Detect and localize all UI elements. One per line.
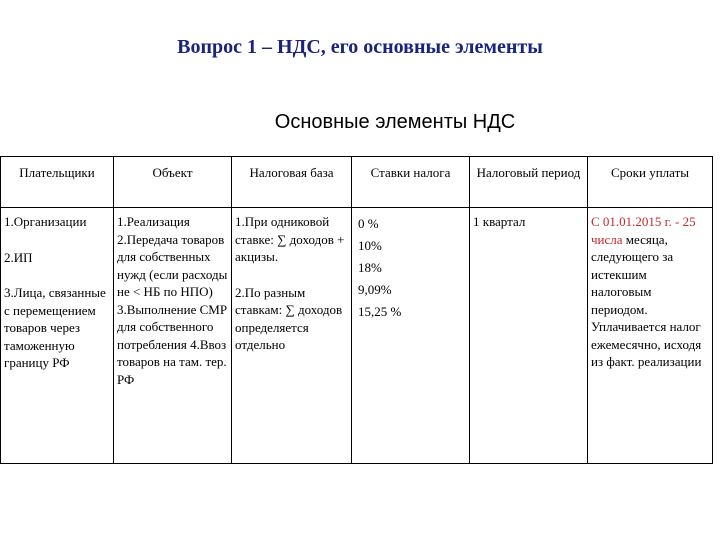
header-row (1, 157, 713, 208)
cell-tax-base (232, 208, 352, 464)
header-payment-deadline: Сроки уплаты (588, 157, 713, 208)
rate-item: 18% (358, 260, 382, 275)
object-text: 1.Реализация 2.Передача товаров для собственных нужд (если расходы не < НБ по НПО) 3.Выполнение СМР для собственного потребления 4.Ввоз товаров на там. тер. РФ (117, 214, 228, 387)
cell-object (114, 208, 232, 464)
base-item: 1.При одниковой ставке: ∑ доходов + акцизы. (235, 214, 345, 264)
payer-item: 2.ИП (4, 249, 33, 265)
cell-payment-deadline (588, 208, 713, 464)
rate-item: 15,25 % (358, 304, 402, 319)
header-object: Объект (114, 157, 232, 208)
vat-elements-table (0, 156, 713, 464)
table-caption: Основные элементы НДС (274, 111, 516, 133)
deadline-date-text: С 01.01.2015 г. - 25 числа (591, 214, 696, 247)
deadline-text: месяца, следующего за истекшим налоговым периодом. Уплачивается налог ежемесячно, исходя из факт. реализации (591, 231, 702, 369)
cell-tax-rates (352, 208, 470, 464)
header-tax-rates: Ставки налога (352, 157, 470, 208)
payer-item: 1.Организации (4, 214, 87, 229)
rate-item: 9,09% (358, 282, 392, 297)
rate-item: 0 % (358, 216, 379, 231)
period-text: 1 квартал (473, 214, 526, 229)
rate-item: 10% (358, 238, 382, 253)
table-row (1, 208, 713, 464)
payer-item: 3.Лица, связанные с перемещением товаров через таможенную границу РФ (4, 285, 106, 370)
base-item: 2.По разным ставкам: ∑ доходов определяется отдельно (235, 284, 343, 352)
header-payers: Плательщики (1, 157, 114, 208)
header-tax-base: Налоговая база (232, 157, 352, 208)
page-title: Вопрос 1 – НДС, его основные элементы (177, 36, 543, 58)
cell-payers (1, 208, 114, 464)
header-tax-period: Налоговый период (470, 157, 588, 208)
cell-tax-period (470, 208, 588, 464)
